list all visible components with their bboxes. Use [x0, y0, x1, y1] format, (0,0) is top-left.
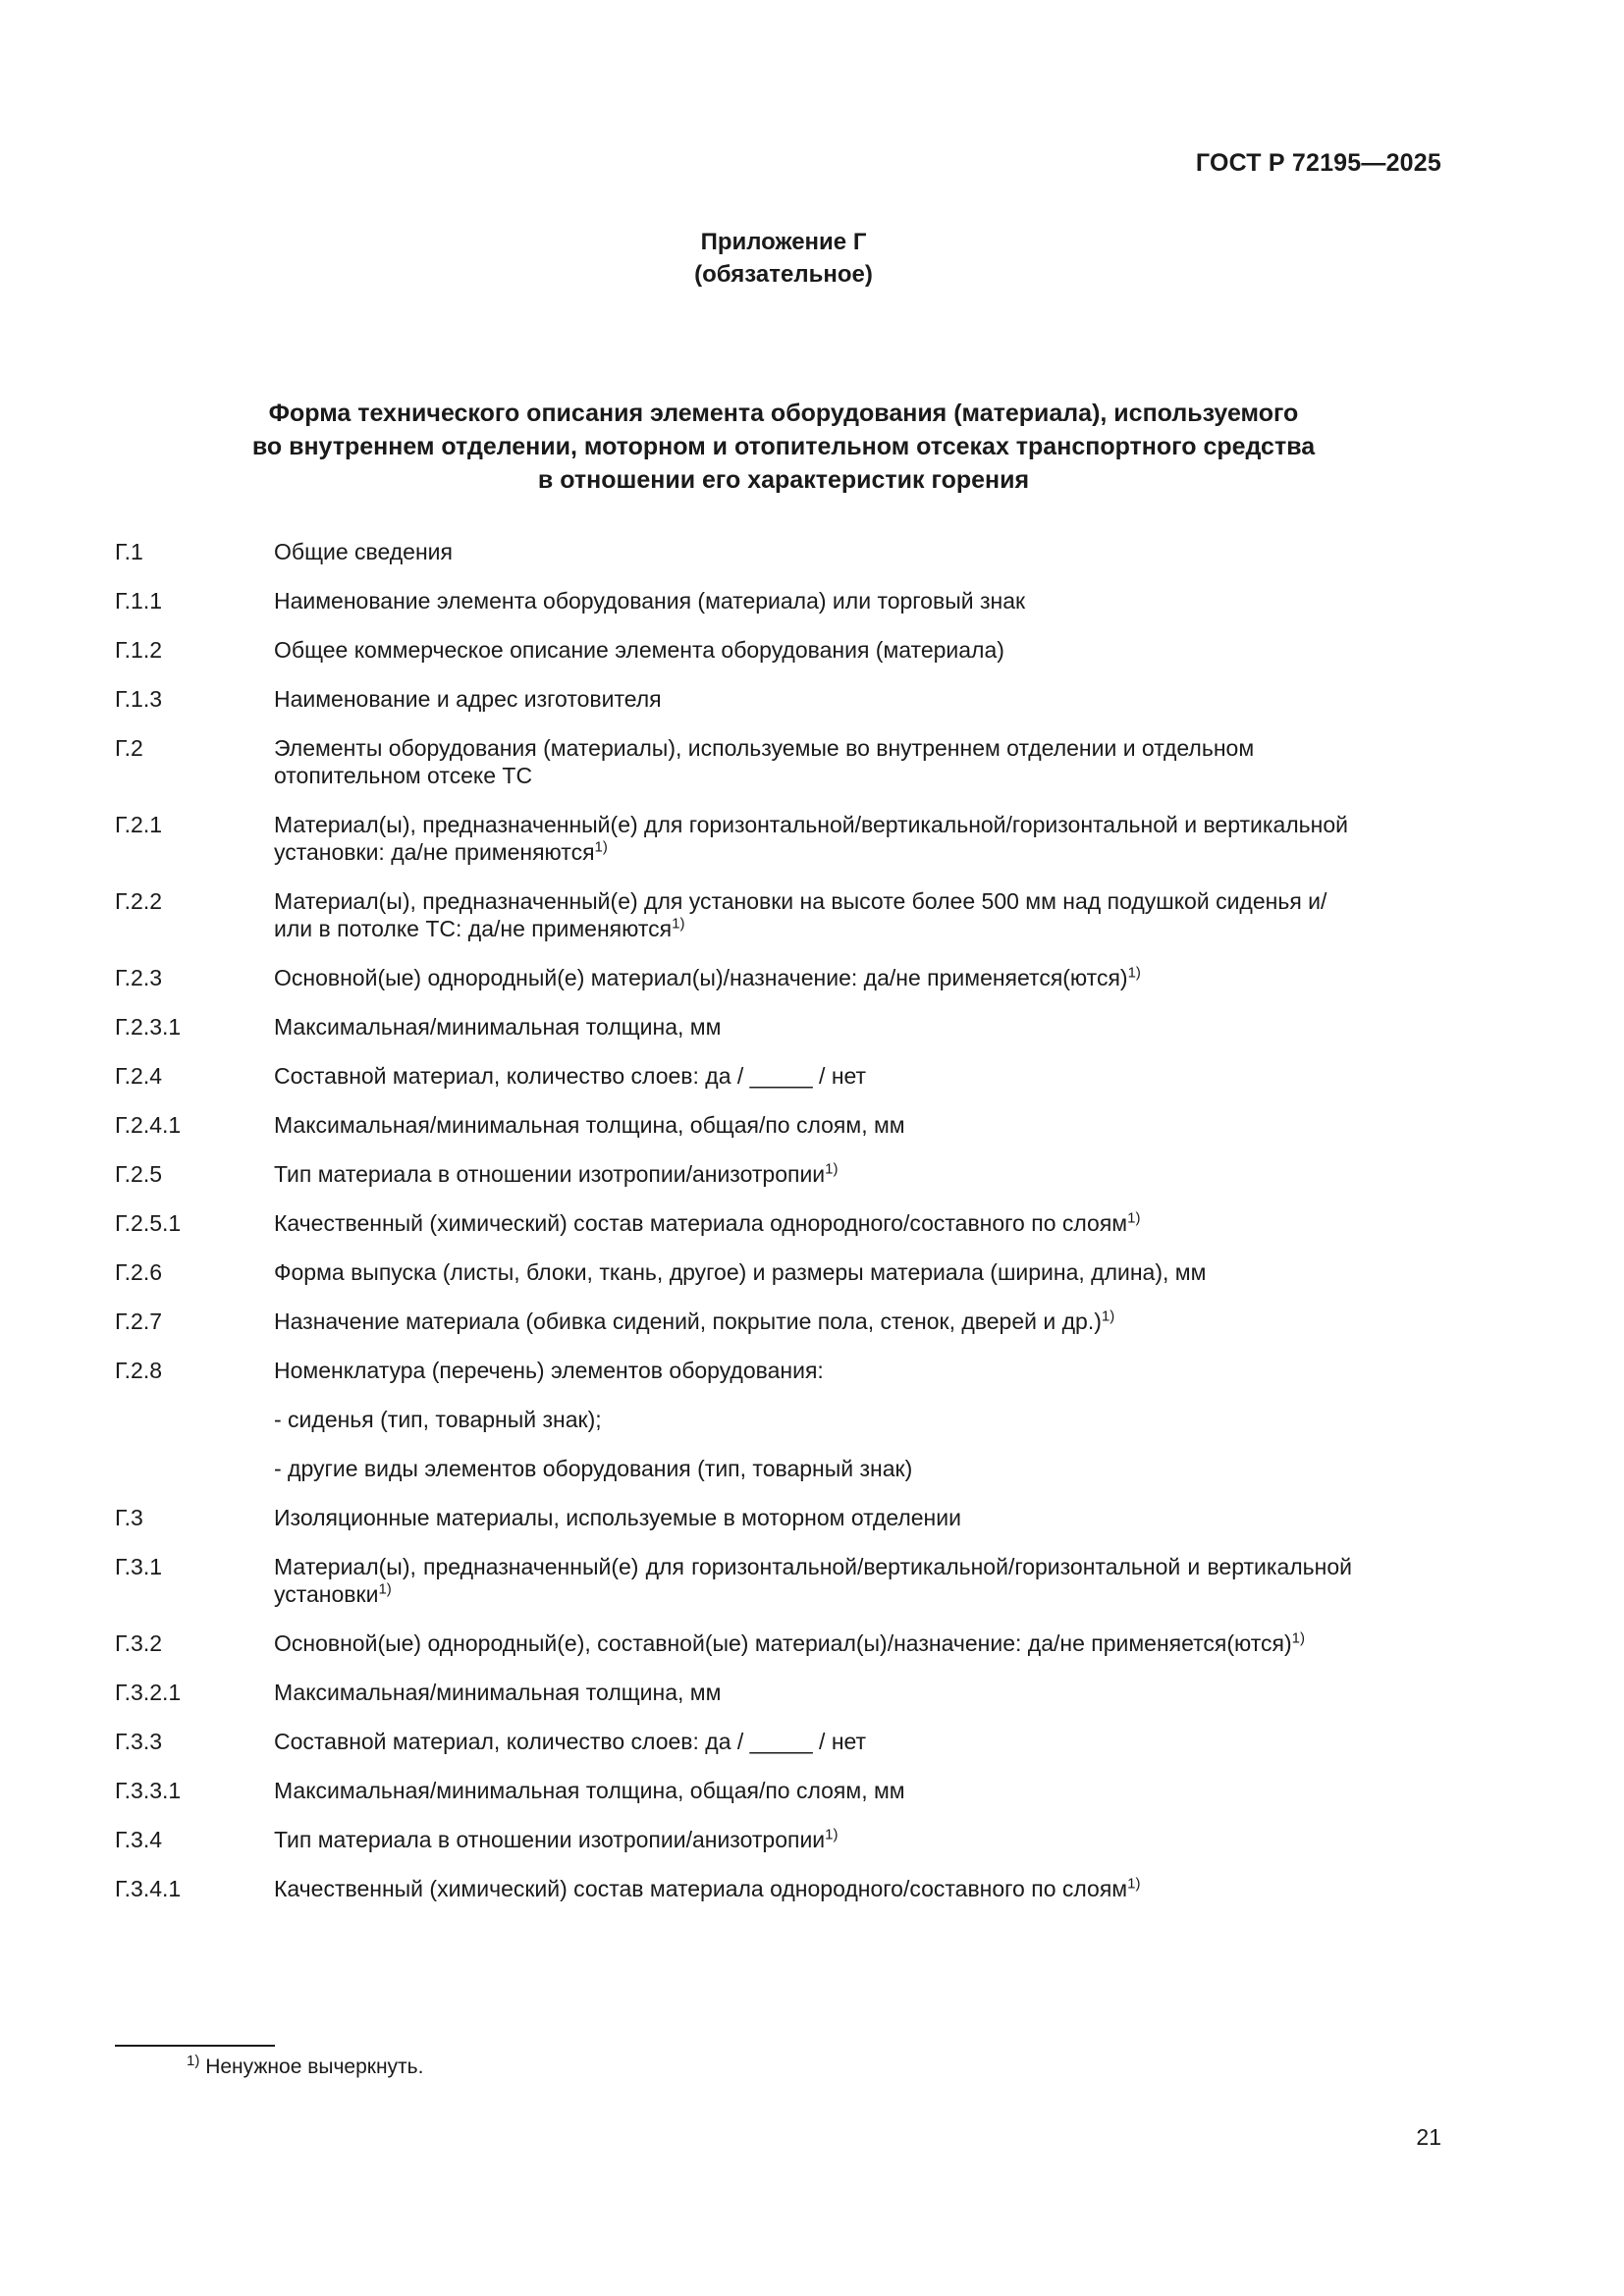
item-text [274, 1875, 1352, 1902]
item-text-content: Наименование и адрес изготовителя [274, 686, 662, 712]
item-text-content: Составной материал, количество слоев: да / _____ / нет [274, 1729, 867, 1754]
item-text-content: Максимальная/минимальная толщина, общая/по слоям, мм [274, 1778, 905, 1803]
appendix-status: (обязательное) [694, 261, 873, 288]
item-text-content: Качественный (химический) состав материала однородного/составного по слоям [274, 1210, 1128, 1236]
item-number: Г.2.5.1 [115, 1210, 182, 1236]
item-text-content: Форма выпуска (листы, блоки, ткань, другое) и размеры материала (ширина, длина), мм [274, 1259, 1207, 1285]
form-title-line: Форма технического описания элемента оборудования (материала), используемого [268, 400, 1299, 427]
footnote-divider [115, 2045, 275, 2047]
item-text-content: Назначение материала (обивка сидений, покрытие пола, стенок, дверей и др.) [274, 1308, 1102, 1334]
form-item-row [115, 587, 1352, 614]
item-text-content: Составной материал, количество слоев: да / _____ / нет [274, 1063, 867, 1089]
form-item-row [115, 1013, 1352, 1041]
item-number: Г.2.4.1 [115, 1112, 182, 1138]
item-text [274, 1258, 1352, 1286]
form-item-row [115, 1777, 1352, 1804]
footnote-reference: 1) [1127, 1875, 1141, 1893]
item-text-content: Максимальная/минимальная толщина, мм [274, 1680, 722, 1705]
footnote [187, 2054, 423, 2081]
item-text-content: Основной(ые) однородный(е), составной(ые) материал(ы)/назначение: да/не применяется(ются) [274, 1630, 1292, 1656]
item-number: Г.3.3.1 [115, 1778, 182, 1803]
page-number: 21 [1416, 2124, 1441, 2150]
item-number: Г.3.3 [115, 1729, 163, 1754]
form-item-row [115, 1258, 1352, 1286]
item-text [274, 636, 1352, 664]
item-text-content: Материал(ы), предназначенный(е) для горизонтальной/вертикальной/горизонтальной и вертикальной установки: да/не применяются [274, 812, 1348, 865]
item-number: Г.2 [115, 735, 143, 761]
footnote-reference: 1) [1101, 1308, 1115, 1325]
item-number: Г.2.3 [115, 965, 163, 990]
footnote-reference: 1) [378, 1580, 392, 1598]
item-text-content: Максимальная/минимальная толщина, мм [274, 1014, 722, 1040]
footnote-reference: 1) [1127, 964, 1141, 982]
form-item-row [115, 685, 1352, 713]
item-text-content: Изоляционные материалы, используемые в моторном отделении [274, 1505, 961, 1530]
form-item-row [115, 1728, 1352, 1755]
item-number: Г.2.7 [115, 1308, 163, 1334]
item-text-content: Материал(ы), предназначенный(е) для установки на высоте более 500 мм над подушкой сиденья и/или в потолке ТС: да/не применяются [274, 888, 1327, 941]
item-number: Г.2.8 [115, 1358, 163, 1383]
item-text-content: Общее коммерческое описание элемента оборудования (материала) [274, 637, 1004, 663]
footnote-reference: 1) [1127, 1209, 1141, 1227]
item-text [274, 1209, 1352, 1237]
item-text-content: Максимальная/минимальная толщина, общая/по слоям, мм [274, 1112, 905, 1138]
form-item-row [115, 1406, 1352, 1433]
form-item-row [115, 1553, 1352, 1608]
item-text [274, 1160, 1352, 1188]
form-item-row [115, 636, 1352, 664]
item-number: Г.3.2.1 [115, 1680, 182, 1705]
form-item-row [115, 1062, 1352, 1090]
item-text [274, 1455, 1352, 1482]
appendix-heading [0, 226, 1567, 291]
item-text-content: Тип материала в отношении изотропии/анизотропии [274, 1161, 826, 1187]
document-code: ГОСТ Р 72195—2025 [1195, 149, 1441, 177]
item-text [274, 964, 1352, 991]
item-text [274, 1777, 1352, 1804]
footnote-reference: 1) [594, 838, 608, 856]
item-text-content: Основной(ые) однородный(е) материал(ы)/назначение: да/не применяется(ются) [274, 965, 1128, 990]
item-number: Г.2.1 [115, 812, 163, 837]
item-text [274, 734, 1352, 789]
form-items-list [115, 538, 1352, 1924]
item-text [274, 1553, 1352, 1608]
item-text-content: Наименование элемента оборудования (материала) или торговый знак [274, 588, 1026, 614]
item-text-content: Материал(ы), предназначенный(е) для горизонтальной/вертикальной/горизонтальной и вертикальной установки [274, 1554, 1352, 1607]
item-text [274, 887, 1352, 942]
item-text [274, 1308, 1352, 1335]
item-text [274, 1679, 1352, 1706]
form-item-row [115, 734, 1352, 789]
form-item-row [115, 1455, 1352, 1482]
footnote-mark: 1) [187, 2053, 200, 2069]
item-number: Г.2.2 [115, 888, 163, 914]
footnote-reference: 1) [672, 915, 685, 933]
item-text [274, 685, 1352, 713]
item-text [274, 1111, 1352, 1139]
footnote-reference: 1) [825, 1160, 839, 1178]
form-item-row [115, 1875, 1352, 1902]
form-title [0, 397, 1567, 497]
item-number: Г.1 [115, 539, 143, 564]
item-text [274, 1826, 1352, 1853]
form-item-row [115, 1629, 1352, 1657]
form-item-row [115, 964, 1352, 991]
item-number: Г.3.4 [115, 1827, 163, 1852]
form-item-row [115, 538, 1352, 565]
item-number: Г.3.1 [115, 1554, 163, 1579]
footnote-reference: 1) [825, 1826, 839, 1843]
form-item-row [115, 1679, 1352, 1706]
item-text-content: Общие сведения [274, 539, 453, 564]
item-text [274, 1357, 1352, 1384]
appendix-label: Приложение Г [700, 229, 867, 255]
form-item-row [115, 1111, 1352, 1139]
item-number: Г.3.2 [115, 1630, 163, 1656]
item-number: Г.3 [115, 1505, 143, 1530]
form-item-row [115, 887, 1352, 942]
form-item-row [115, 1308, 1352, 1335]
form-item-row [115, 1357, 1352, 1384]
item-text-content: Номенклатура (перечень) элементов оборудования: [274, 1358, 824, 1383]
item-number: Г.2.4 [115, 1063, 163, 1089]
item-text-content: Тип материала в отношении изотропии/анизотропии [274, 1827, 826, 1852]
item-number: Г.2.3.1 [115, 1014, 182, 1040]
item-text-content: Элементы оборудования (материалы), используемые во внутреннем отделении и отдельном отопительном отсеке ТС [274, 735, 1255, 788]
footnote-text: Ненужное вычеркнуть. [205, 2056, 424, 2078]
item-text [274, 1629, 1352, 1657]
item-text [274, 1728, 1352, 1755]
item-number: Г.2.6 [115, 1259, 163, 1285]
form-item-row [115, 811, 1352, 866]
form-item-row [115, 1160, 1352, 1188]
item-text [274, 811, 1352, 866]
item-number: Г.2.5 [115, 1161, 163, 1187]
form-item-row [115, 1209, 1352, 1237]
form-item-row [115, 1504, 1352, 1531]
form-item-row [115, 1826, 1352, 1853]
form-title-line: во внутреннем отделении, моторном и отопительном отсеках транспортного средства [251, 433, 1316, 460]
item-text [274, 538, 1352, 565]
item-text-content: - сиденья (тип, товарный знак); [274, 1407, 602, 1432]
item-number: Г.3.4.1 [115, 1876, 182, 1901]
item-text-content: Качественный (химический) состав материала однородного/составного по слоям [274, 1876, 1128, 1901]
item-number: Г.1.3 [115, 686, 163, 712]
form-title-line: в отношении его характеристик горения [537, 466, 1030, 494]
item-text [274, 587, 1352, 614]
item-text [274, 1406, 1352, 1433]
item-number: Г.1.1 [115, 588, 163, 614]
item-text [274, 1062, 1352, 1090]
footnote-reference: 1) [1291, 1629, 1306, 1647]
item-text-content: - другие виды элементов оборудования (тип, товарный знак) [274, 1456, 913, 1481]
item-text [274, 1013, 1352, 1041]
item-number: Г.1.2 [115, 637, 163, 663]
item-text [274, 1504, 1352, 1531]
